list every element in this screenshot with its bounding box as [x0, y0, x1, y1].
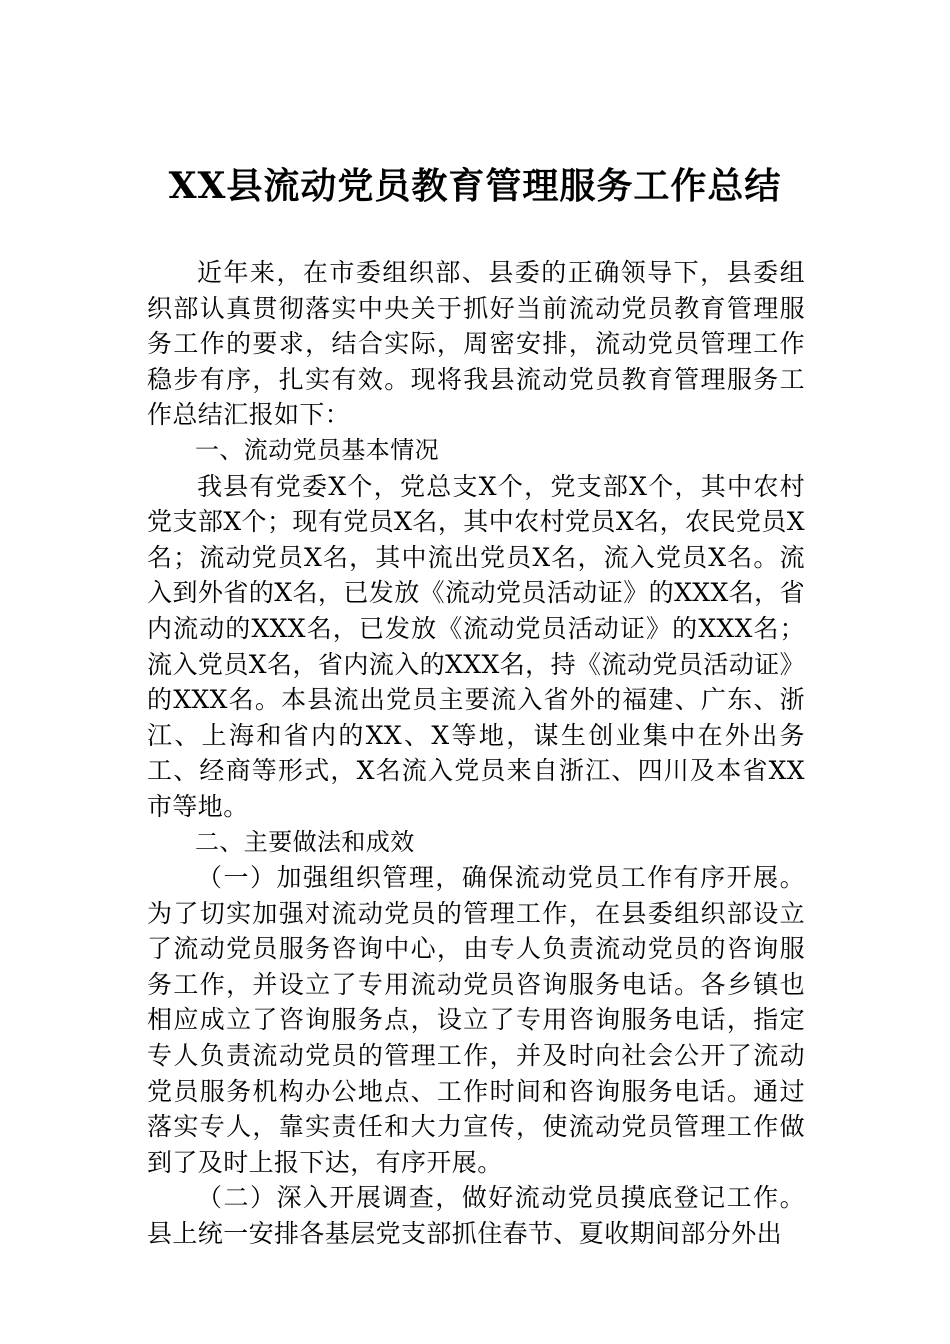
- section-heading-basic-situation: 一、流动党员基本情况: [195, 435, 439, 464]
- practice-paragraph-2: （二）深入开展调查，做好流动党员摸底登记工作。县上统一安排各基层党支部抓住春节、夏收期间部分外出: [147, 1183, 805, 1249]
- practice-paragraph-1: （一）加强组织管理，确保流动党员工作有序开展。为了切实加强对流动党员的管理工作，在县委组织部设立了流动党员服务咨询中心，由专人负责流动党员的咨询服务工作，并设立了专用流动党员咨询服务电话。各乡镇也相应成立了咨询服务点，设立了专用咨询服务电话，指定专人负责流动党员的管理工作，并及时向社会公开了流动党员服务机构办公地点、工作时间和咨询服务电话。通过落实专人，靠实责任和大力宣传，使流动党员管理工作做到了及时上报下达，有序开展。: [147, 863, 805, 1177]
- basic-situation-paragraph: 我县有党委X个，党总支X个，党支部X个，其中农村党支部X个；现有党员X名，其中农村党员X名，农民党员X名；流动党员X名，其中流出党员X名，流入党员X名。流入到外省的X名，已发放《流动党员活动证》的XXX名，省内流动的XXX名，已发放《流动党员活动证》的XXX名；流入党员X名，省内流入的XXX名，持《流动党员活动证》的XXX名。本县流出党员主要流入省外的福建、广东、浙江、上海和省内的XX、X等地，谋生创业集中在外出务工、经商等形式，X名流入党员来自浙江、四川及本省XX市等地。: [147, 471, 805, 821]
- section-heading-main-practices: 二、主要做法和成效: [195, 827, 415, 856]
- intro-paragraph: 近年来，在市委组织部、县委的正确领导下，县委组织部认真贯彻落实中央关于抓好当前流动党员教育管理服务工作的要求，结合实际，周密安排，流动党员管理工作稳步有序，扎实有效。现将我县流动党员教育管理服务工作总结汇报如下：: [147, 258, 805, 430]
- document-body: [147, 255, 805, 1252]
- document-title: XX县流动党员教育管理服务工作总结: [168, 165, 782, 207]
